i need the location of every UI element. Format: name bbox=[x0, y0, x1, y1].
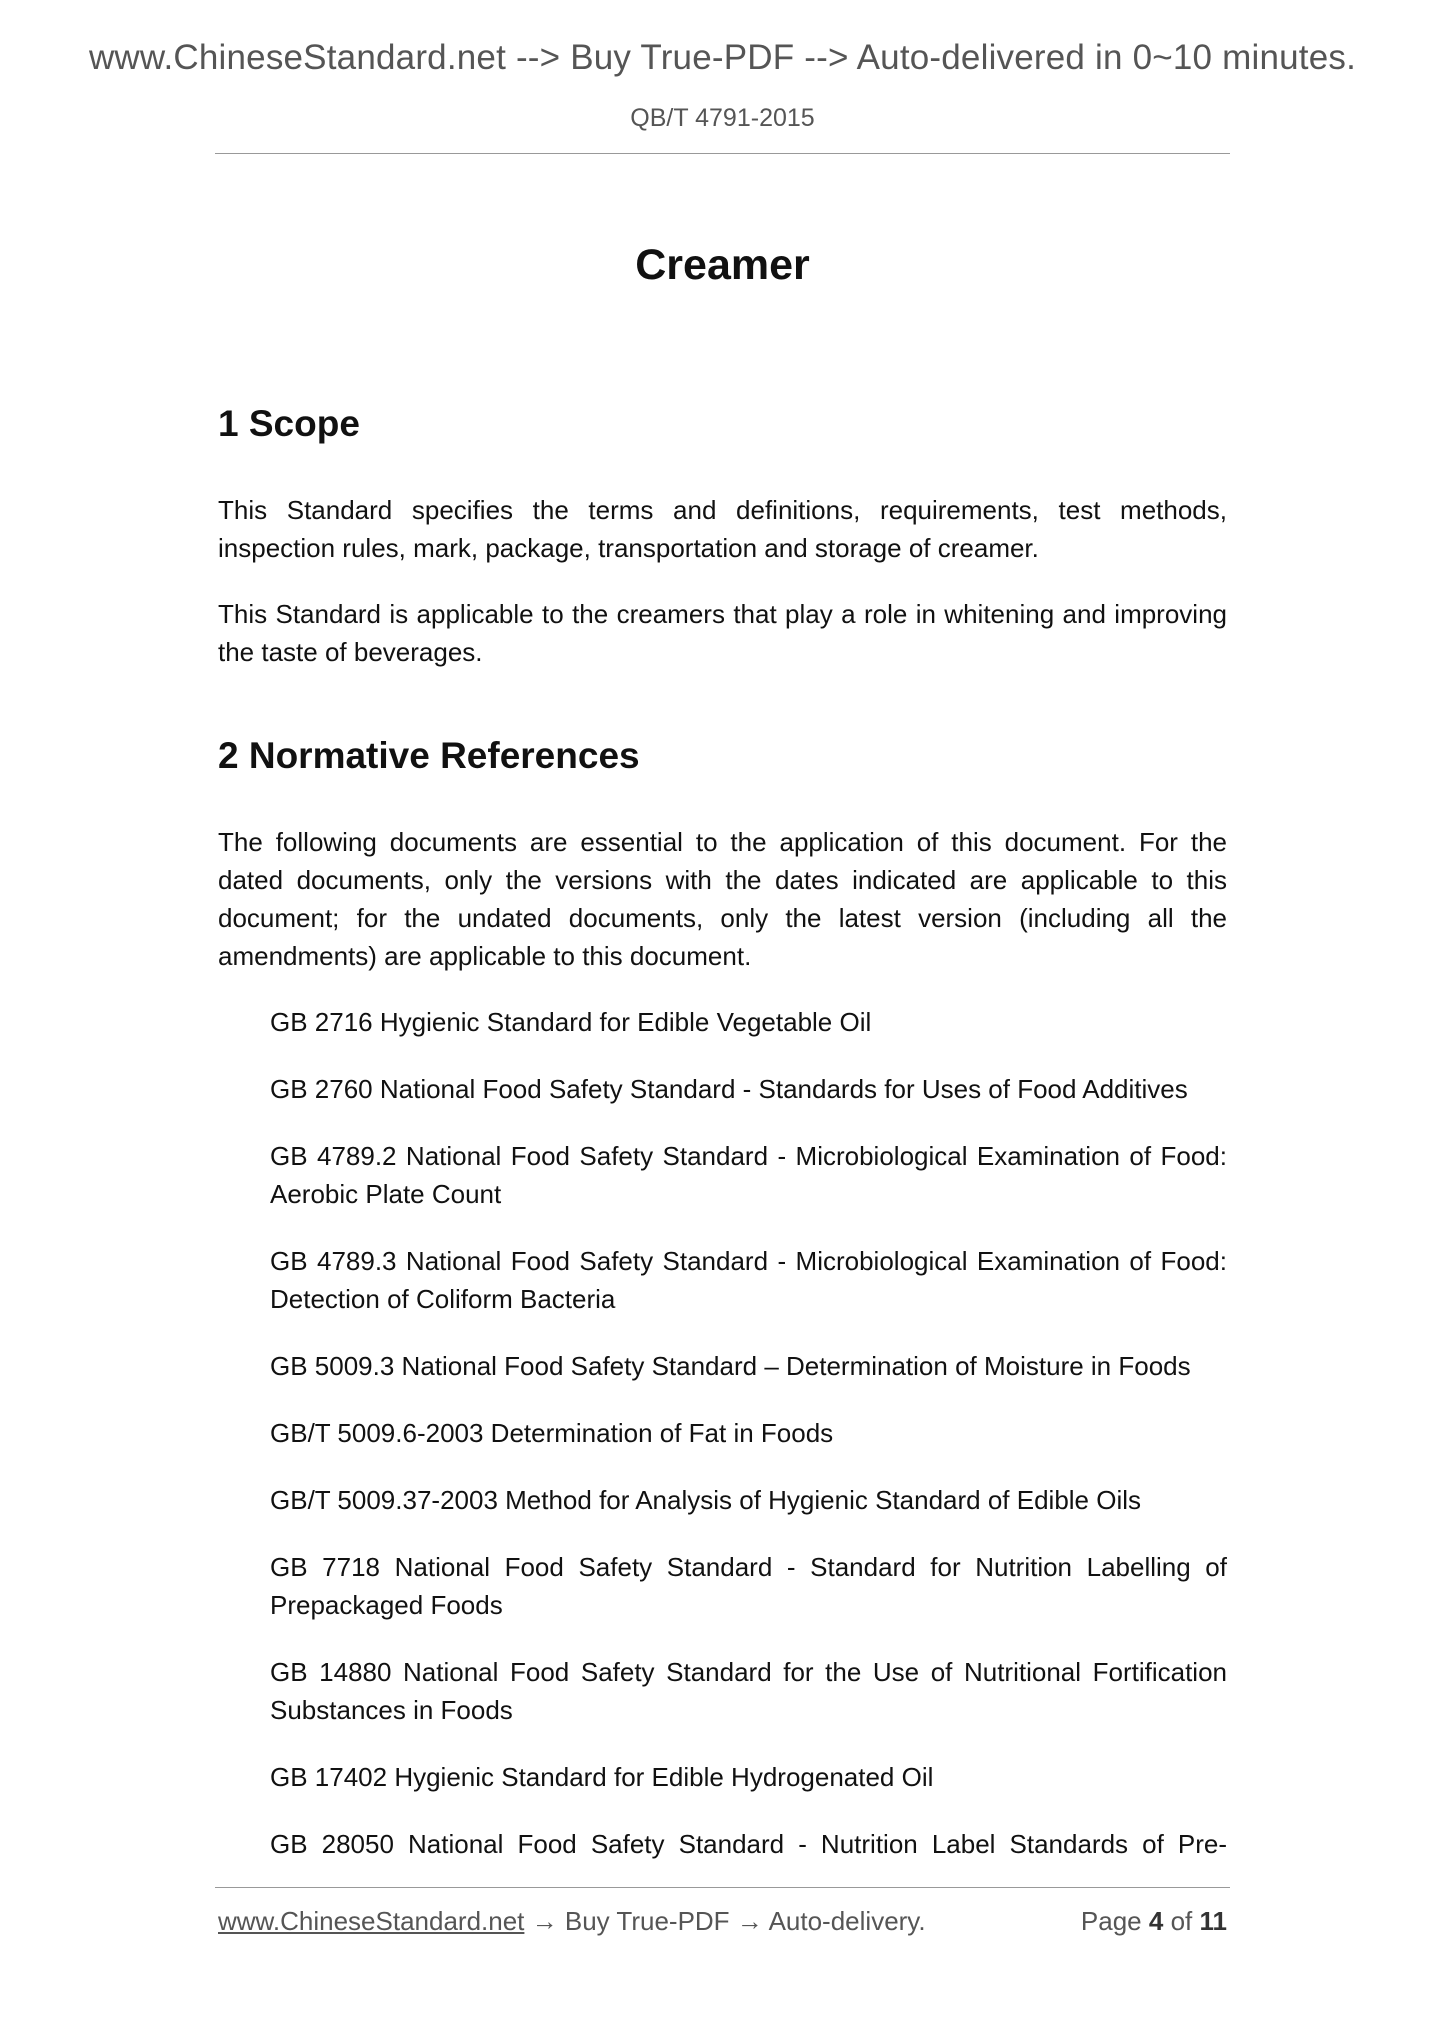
reference-item: GB 4789.2 National Food Safety Standard - Microbiological Examination of Food: Aerobic Plate Count bbox=[270, 1141, 1227, 1209]
reference-item: GB 7718 National Food Safety Standard - Standard for Nutrition Labelling of Prepackaged Foods bbox=[270, 1552, 1227, 1620]
page-number bbox=[1081, 1906, 1227, 1937]
reference-item: GB 2760 National Food Safety Standard - Standards for Uses of Food Additives bbox=[270, 1074, 1188, 1104]
footer-tagline: → Buy True-PDF → Auto-delivery. bbox=[524, 1906, 926, 1936]
page-current: 4 bbox=[1148, 1906, 1164, 1936]
page-label: Page bbox=[1080, 1906, 1142, 1936]
section-heading-normative-references: 2 Normative References bbox=[218, 735, 640, 776]
page-of-label: of bbox=[1170, 1906, 1193, 1936]
top-banner: www.ChineseStandard.net --> Buy True-PDF --> Auto-delivered in 0~10 minutes. bbox=[88, 38, 1357, 77]
header-divider bbox=[215, 153, 1230, 154]
document-title: Creamer bbox=[635, 240, 810, 289]
page-total: 11 bbox=[1199, 1906, 1227, 1936]
reference-list bbox=[218, 1003, 1227, 1863]
scope-paragraph: This Standard is applicable to the creamers that play a role in whitening and improving the taste of beverages. bbox=[218, 599, 1227, 667]
footer-site-link[interactable]: www.ChineseStandard.net bbox=[218, 1906, 525, 1936]
footer-divider bbox=[215, 1887, 1230, 1888]
reference-item: GB/T 5009.6-2003 Determination of Fat in Foods bbox=[270, 1418, 834, 1448]
document-body bbox=[218, 398, 1227, 1892]
reference-item: GB 17402 Hygienic Standard for Edible Hydrogenated Oil bbox=[270, 1762, 934, 1792]
reference-item: GB 2716 Hygienic Standard for Edible Vegetable Oil bbox=[270, 1007, 872, 1037]
references-intro-paragraph: The following documents are essential to the application of this document. For the dated documents, only the versions with the dates indicated are applicable to this document; for the undated documents, only the latest version (including all the amendments) are applicable to this document. bbox=[218, 827, 1227, 971]
section-heading-scope: 1 Scope bbox=[218, 403, 360, 444]
reference-item: GB 14880 National Food Safety Standard for the Use of Nutritional Fortification Substances in Foods bbox=[270, 1657, 1227, 1725]
reference-item: GB/T 5009.37-2003 Method for Analysis of Hygienic Standard of Edible Oils bbox=[270, 1485, 1142, 1515]
reference-item: GB 5009.3 National Food Safety Standard – Determination of Moisture in Foods bbox=[270, 1351, 1191, 1381]
footer-promo bbox=[218, 1906, 926, 1937]
scope-paragraph: This Standard specifies the terms and definitions, requirements, test methods, inspection rules, mark, package, transportation and storage of creamer. bbox=[218, 495, 1227, 563]
reference-item: GB 28050 National Food Safety Standard - Nutrition Label Standards of Pre- bbox=[270, 1829, 1227, 1859]
document-code: QB/T 4791-2015 bbox=[630, 104, 815, 132]
reference-item: GB 4789.3 National Food Safety Standard - Microbiological Examination of Food: Detection of Coliform Bacteria bbox=[270, 1246, 1227, 1314]
